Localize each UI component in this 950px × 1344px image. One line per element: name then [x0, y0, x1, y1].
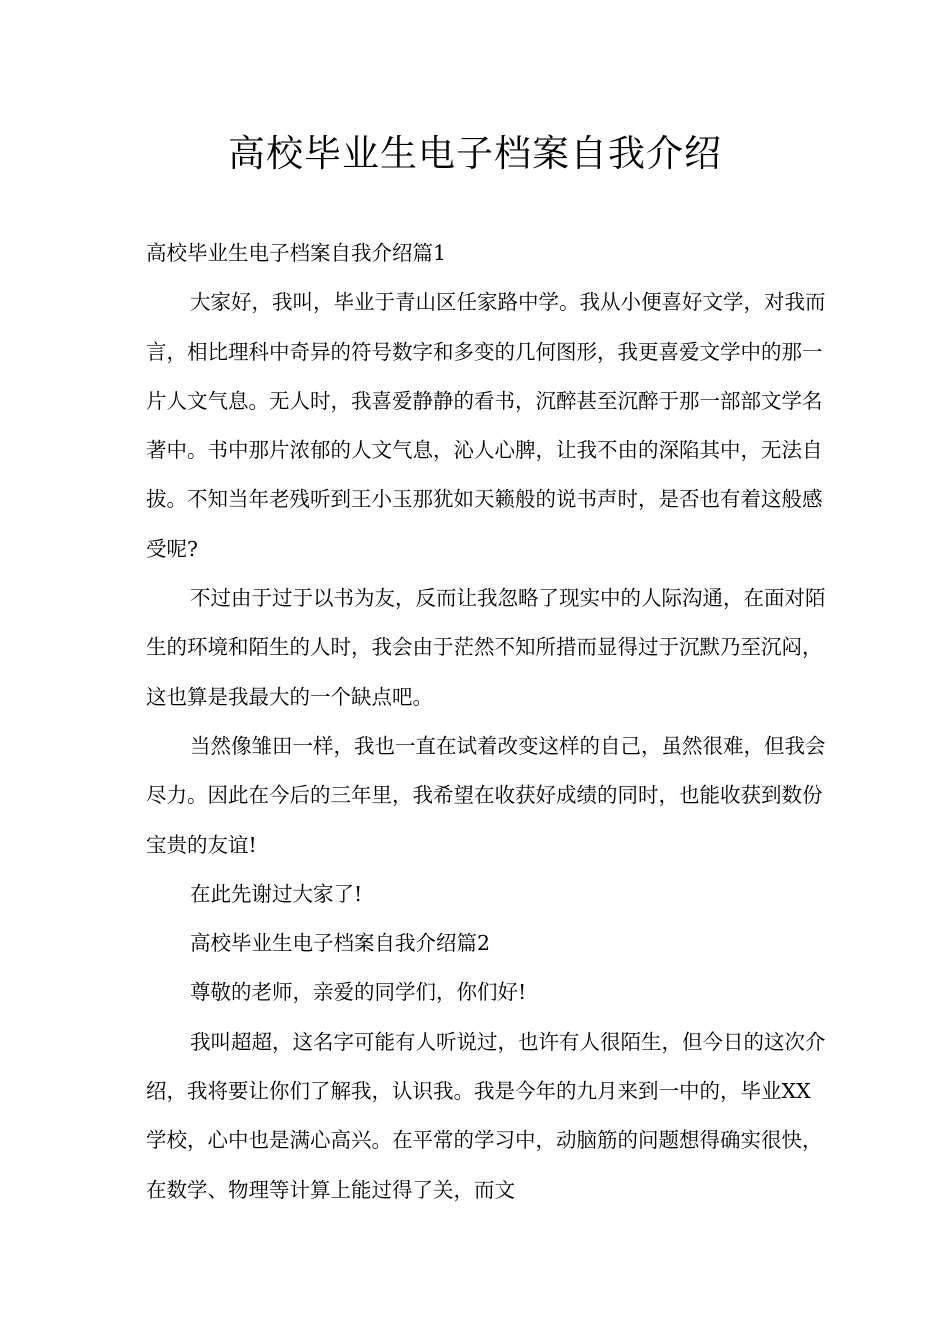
paragraph: 在此先谢过大家了!: [190, 881, 363, 906]
paragraph: 不过由于过于以书为友，反而让我忽略了现实中的人际沟通，在面对陌生的环境和陌生的人时，我会由于茫然不知所措而显得过于沉默乃至沉闷，这也算是我最大的一个缺点吧。: [146, 586, 826, 709]
paragraph: 我叫超超，这名字可能有人听说过，也许有人很陌生，但今日的这次介绍，我将要让你们了解我，认识我。我是今年的九月来到一中的，毕业XX学校，心中也是满心高兴。在平常的学习中，动脑筋的问题想得确实很快，在数学、物理等计算上能过得了关，而文: [146, 1029, 826, 1202]
document-body: [146, 229, 826, 1215]
section-1-heading: 高校毕业生电子档案自我介绍篇1: [146, 241, 447, 265]
document-title: 高校毕业生电子档案自我介绍: [228, 132, 722, 175]
paragraph: 尊敬的老师，亲爱的同学们，你们好!: [190, 980, 527, 1005]
section-2-heading: 高校毕业生电子档案自我介绍篇2: [190, 931, 491, 956]
paragraph: 当然像雏田一样，我也一直在试着改变这样的自己，虽然很难，但我会尽力。因此在今后的三年里，我希望在收获好成绩的同时，也能收获到数份宝贵的友谊!: [146, 733, 826, 857]
paragraph: 大家好，我叫，毕业于青山区任家路中学。我从小便喜好文学，对我而言，相比理科中奇异的符号数字和多变的几何图形，我更喜爱文学中的那一片人文气息。无人时，我喜爱静静的看书，沉醉甚至沉醉于那一部部文学名著中。书中那片浓郁的人文气息，沁人心脾，让我不由的深陷其中，无法自拔。不知当年老残听到王小玉那犹如天籁般的说书声时，是否也有着这般感受呢?: [146, 290, 826, 561]
